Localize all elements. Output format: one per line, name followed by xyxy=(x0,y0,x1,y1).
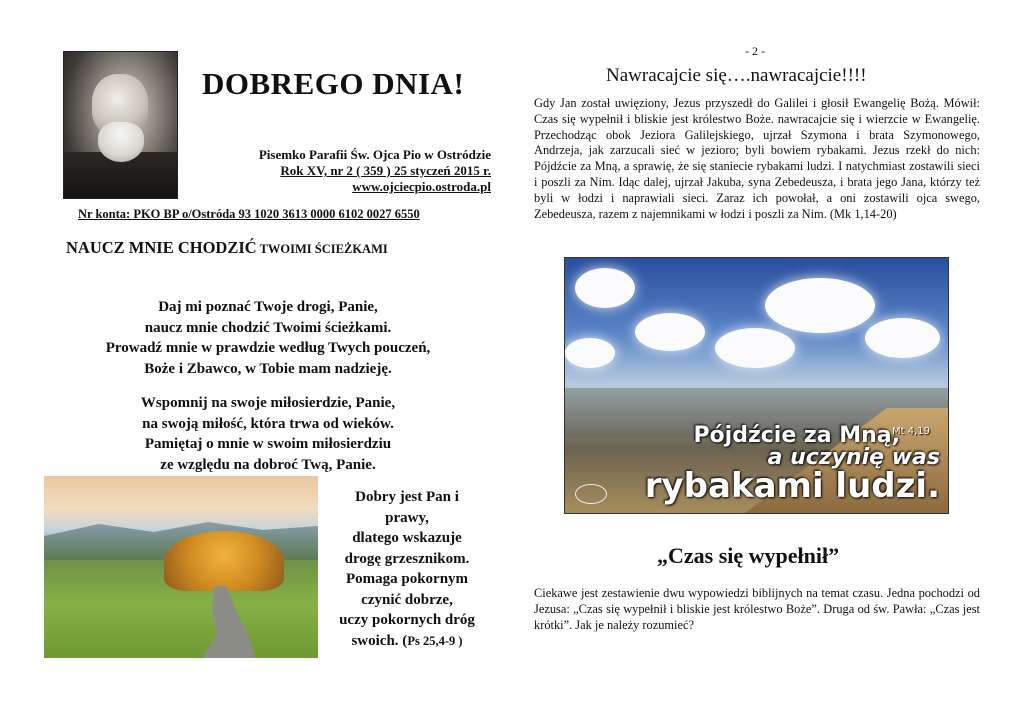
prayer-line: Daj mi poznać Twoje drogi, Panie, xyxy=(158,299,378,315)
psalm-reference: Ps 25,4-9 ) xyxy=(407,633,463,648)
psalm-line: dlatego wskazuje xyxy=(352,530,462,546)
autumn-road-photo xyxy=(44,476,318,658)
psalm-line: Pomaga pokornym xyxy=(345,571,469,587)
image-caption-line-1: Pójdźcie za Mną, xyxy=(693,423,900,448)
time-text: Ciekawe jest zestawienie dwu wypowiedzi biblijnych na temat czasu. Jedna pochodzi od Jezusa: „Czas się wypełnił i bliskie jest królestwo Boże”. Druga od św. Pawła: „Czas jest krótki”. Jak je należy rozumieć? xyxy=(534,586,980,632)
psalm-line: Dobry jest Pan i xyxy=(355,489,459,505)
psalm-line: drogę grzesznikom. xyxy=(344,550,470,567)
psalm-text xyxy=(322,487,492,651)
psalm-last-line xyxy=(322,631,492,652)
time-heading: „Czas się wypełnił” xyxy=(657,543,840,568)
prayer-heading xyxy=(66,238,388,258)
prayer-line: na swoją miłość, która trwa od wieków. xyxy=(142,415,394,432)
photo-trees xyxy=(164,531,284,591)
website-link[interactable]: www.ojciecpio.ostroda.pl xyxy=(352,179,491,194)
image-caption xyxy=(644,423,940,506)
bank-account: Nr konta: PKO BP o/Ostróda 93 1020 3613 0000 6102 0027 6550 xyxy=(78,207,420,221)
gospel-text: Gdy Jan został uwięziony, Jezus przyszedł do Galilei i głosił Ewangelię Bożą. Mówił: Czas się wypełnił i bliskie jest królestwo Boże. nawracajcie się i wierzcie w Ewangelię. Przechodząc obok Jeziora Galilejskiego, ujrzał Szymona i brata Szymonowego, Andrzeja, jak zarzucali sieć w jezioro; byli bowiem rybakami. Jezus rzekł do nich: Pójdźcie za Mną, a sprawię, że się staniecie rybakami ludzi. I natychmiast zostawili sieci i poszli za Nim. Idąc dalej, ujrzał Jakuba, syna Zebedeusza, i brata jego Jana, którzy też byli w łodzi i naprawiali sieci. Zaraz ich powołał, a oni zostawili ojca swego, Zebedeusza, razem z najemnikami w łodzi i poszli za Nim. (Mk 1,14-20) xyxy=(534,96,980,221)
prayer-line: Boże i Zbawco, w Tobie mam nadzieję. xyxy=(144,360,392,377)
photo-cloud xyxy=(635,313,705,351)
prayer-heading-small: TWOIMI ŚCIEŻKAMI xyxy=(256,242,388,256)
photo-cloud xyxy=(865,318,940,358)
prayer-line: naucz mnie chodzić Twoimi ścieżkami. xyxy=(144,319,392,336)
padre-pio-portrait xyxy=(63,51,178,199)
photo-cloud xyxy=(765,278,875,333)
photo-cloud xyxy=(575,268,635,308)
prayer-line: ze względu na dobroć Twą, Panie. xyxy=(160,456,376,473)
portrait-beard xyxy=(98,122,144,162)
newsletter-title: DOBREGO DNIA! xyxy=(202,66,465,101)
lake-shore-photo xyxy=(564,257,949,514)
photo-road xyxy=(164,586,284,658)
psalm-last: swoich. ( xyxy=(351,632,408,649)
page-number: - 2 - xyxy=(745,44,765,58)
prayer-line: Prowadź mnie w prawdzie według Twych pouczeń, xyxy=(105,340,431,356)
image-caption-line-2: a uczynię was xyxy=(767,445,940,470)
photo-cloud xyxy=(565,338,615,368)
fish-logo-icon xyxy=(575,484,607,504)
gospel-heading: Nawracajcie się….nawracajcie!!!! xyxy=(606,65,867,86)
prayer-line: Wspomnij na swoje miłosierdzie, Panie, xyxy=(140,395,396,411)
psalm-line: prawy, xyxy=(385,509,429,526)
parish-info xyxy=(210,147,491,195)
psalm-line: uczy pokornych dróg xyxy=(339,612,475,628)
prayer-stanza-2 xyxy=(64,393,472,475)
image-caption-line-3: rybakami ludzi. xyxy=(644,466,940,506)
parish-line: Pisemko Parafii Św. Ojca Pio w Ostródzie xyxy=(258,147,491,162)
image-reference: Mt 4,19 xyxy=(892,426,930,437)
issue-line: Rok XV, nr 2 ( 359 ) 25 styczeń 2015 r. xyxy=(280,163,491,178)
prayer-line: Pamiętaj o mnie w swoim miłosierdziu xyxy=(144,436,392,452)
prayer-stanza-1 xyxy=(64,297,472,379)
prayer-heading-main: NAUCZ MNIE CHODZIĆ xyxy=(66,238,257,257)
psalm-line: czynić dobrze, xyxy=(361,591,453,608)
photo-cloud xyxy=(715,328,795,368)
